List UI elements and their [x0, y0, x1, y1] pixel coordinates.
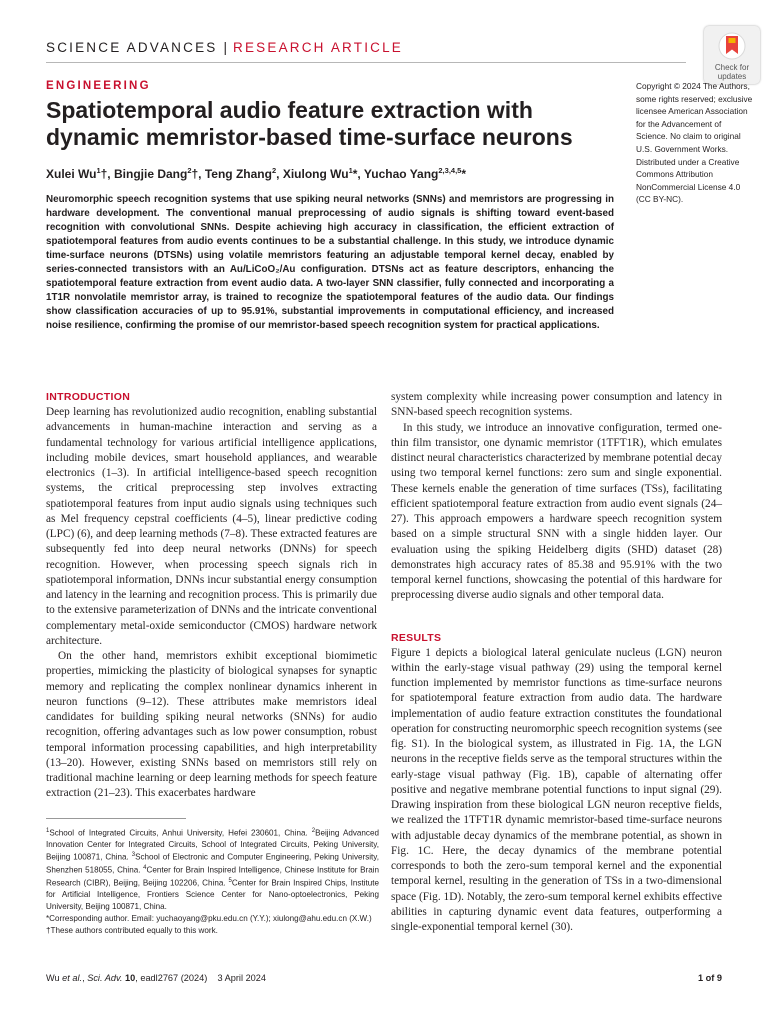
author-affiliation: 1	[96, 166, 101, 175]
footer-volume: 10	[125, 973, 136, 983]
header-divider	[46, 62, 686, 63]
affiliation-number: 5	[228, 878, 232, 885]
citation-footer: Wu et al., Sci. Adv. 10, eadl2767 (2024) 3 April 2024	[46, 973, 267, 983]
equal-contribution-note: †These authors contributed equally to this work.	[46, 926, 218, 936]
affiliation-text: Center for Brain Inspired Intelligence, Chinese Institute for Brain Research (CIBR), Beijing, Beijing 102206, China.	[46, 865, 379, 888]
affiliation-text: Beijing Advanced Innovation Center for Integrated Circuits, School of Integrated Circuits, Peking University, Beijing 100871, China.	[46, 828, 379, 862]
author-mark: †,	[100, 167, 111, 181]
bookmark-icon	[718, 32, 746, 60]
affiliation-number: 3	[131, 852, 136, 859]
affiliation-number: 1	[46, 828, 50, 834]
results-heading: RESULTS	[391, 631, 442, 644]
affiliation-number: 2	[311, 828, 316, 834]
author-mark: *,	[352, 167, 361, 181]
footer-etal: et al.	[62, 973, 83, 983]
author-mark: *	[461, 167, 466, 181]
article-title: Spatiotemporal audio feature extraction with dynamic memristor-based time-surface neurons	[46, 97, 573, 150]
abstract: Neuromorphic speech recognition systems that use spiking neural networks (SNNs) and memristors are progressing in hardware development. The conventional manual preprocessing of audio signals is shifting toward event-based recognition with convolutional SNNs. Despite achieving high accuracy in classification, the efficient extraction of spatiotemporal features from audio events continues to be a substantial challenge. In this study, we introduce dynamic time-surface neurons (DTSNs) using volatile memristors featuring an adjustable temporal kernel decay, enabled by series-connected transistors with an Au/LiCoO₂/Au configuration. DTSNs act as feature descriptors, enhancing the spatiotemporal feature extraction from event audio data. A two-layer SNN classifier, fully connected and incorporating a 1T1R nonvolatile memristor array, is trained to recognize the spatiotemporal features of the audio data. Our findings show classification accuracies of up to 95.91%, substantial improvements in computational efficiency, and increased noise resilience, confirming the promise of our memristor-based speech recognition system for practical applications.	[46, 194, 614, 331]
author-name: Bingjie Dang	[113, 167, 188, 181]
affiliation-text: Center for Brain Inspired Chips, Institute for Artificial Intelligence, Frontiers Science Center for Nano-optoelectronics, Peking University, Beijing 100871, China.	[46, 878, 379, 911]
footer-article-id: , eadl2767 (2024)	[135, 973, 208, 983]
intro-paragraph-4: In this study, we introduce an innovative configuration, termed one-thin film transistor, one dynamic memristor (1TFT1R), which emulates distinct neural characteristics characterized by membrane potential decay using two temporal kernel functions: zero sum and single exponential. These kernels enable the generation of time surfaces (TSs), facilitating efficient spatiotemporal feature extraction from audio event signals (24–27). This approach empowers a hardware speech recognition system based on a simple structural SNN with a single hidden layer. Our evaluation using the spiking Heidelberg digits (SHD) dataset (28) demonstrates high accuracy rates of 85.38 and 95.91% with the two temporal kernel functions, showcasing the potential of this hardware for preprocessing diverse audio signals and other temporal data.	[391, 421, 722, 602]
footnote-divider	[46, 818, 186, 819]
page-number: 1 of 9	[698, 973, 722, 983]
section-label: ENGINEERING	[46, 80, 151, 92]
author-affiliation: 2	[271, 166, 277, 175]
author-mark: †,	[191, 167, 202, 181]
author-name: Xiulong Wu	[282, 167, 349, 181]
article-type: RESEARCH ARTICLE	[233, 40, 404, 55]
intro-paragraph-2: On the other hand, memristors exhibit exceptional biomimetic properties, mimicking the plasticity of biological synapses for synaptic memory and replicating the complex nonlinear dynamics inherent in neuron functions (9–12). These attributes make memristors ideal candidates for building spiking neural networks (SNNs) for audio recognition, offering advantages such as low power consumption, robust temporal information processing capabilities, and high interpretability (13–20). However, existing SNNs based on memristors still rely on traditional machine learning or deep learning methods for speech feature extraction (21–23). This exacerbates hardware	[46, 650, 377, 800]
affiliations	[46, 826, 379, 912]
check-for-updates-label: Check for updates	[714, 63, 750, 81]
author-name: Teng Zhang	[204, 167, 272, 181]
author-name: Yuchao Yang	[363, 167, 439, 181]
footnotes	[46, 826, 379, 937]
affiliation-text: School of Integrated Circuits, Anhui University, Hefei 230601, China.	[49, 828, 312, 838]
author-name: Xulei Wu	[46, 167, 97, 181]
left-column	[46, 390, 377, 802]
footer-authors: Wu	[46, 973, 63, 983]
footer-journal: Sci. Adv.	[87, 973, 123, 983]
affiliation-number: 4	[143, 865, 147, 872]
author-list	[46, 163, 606, 182]
copyright-notice: Copyright © 2024 The Authors, some rights reserved; exclusive licensee American Association for the Advancement of Science. No claim to original U.S. Government Works. Distributed under a Creative Commons Attribution NonCommercial License 4.0 (CC BY-NC).	[636, 81, 753, 205]
intro-paragraph-3: system complexity while increasing power consumption and latency in SNN-based speech recognition systems.	[391, 391, 722, 419]
intro-paragraph-1: Deep learning has revolutionized audio recognition, enabling substantial advancements in human-machine interaction and serving as a fundamental technology for various artificial intelligence applications, including mobile devices, smart household appliances, and wearable electronics (1–3). In artificial intelligence-based speech recognition systems, the critical preprocessing step involves extracting spatiotemporal features from input audio signals using techniques such as Mel frequency cepstral coefficients (4–5), linear predictive coding (LPC) (6), and deep learning methods (7–8). These extracted features are subsequently fed into deep neural networks (DNNs) for speech recognition. However, when processing speech signals rich in spatiotemporal information, DNNs incur substantial energy consumption and latency in the learning and recognition process. This is primarily due to the extensive parameterization of DNNs and the intricate conventional complementary metal-oxide semiconductor (CMOS) hardware network architecture.	[46, 406, 377, 647]
header-separator: |	[223, 40, 228, 55]
check-for-updates-button[interactable]	[704, 26, 760, 84]
footer-date: 3 April 2024	[217, 973, 267, 983]
journal-header	[46, 40, 403, 55]
author-affiliation: 1	[348, 166, 353, 175]
journal-name: SCIENCE ADVANCES	[46, 40, 218, 55]
affiliation-text: School of Electronic and Computer Engineering, Peking University, Shenzhen 518055, China.	[46, 852, 379, 875]
author-affiliation: 2	[187, 166, 192, 175]
author-mark: ,	[276, 167, 280, 181]
author-affiliation: 2,3,4,5	[438, 166, 462, 175]
introduction-heading: INTRODUCTION	[46, 391, 131, 403]
right-column	[391, 390, 722, 935]
results-paragraph-1: Figure 1 depicts a biological lateral geniculate nucleus (LGN) neuron within the early-stage visual pathway (29) using the temporal kernel function implemented by memristor functions as time-surface neurons for spatiotemporal feature extraction from audio data. The hardware implementation of audio feature extraction constitutes the foundational operation for constructing neuromorphic speech recognition systems (see fig. S1). In the biological system, as illustrated in Fig. 1A, the LGN neurons in the receptive fields serve as the temporal structures within the early-stage visual pathway (Fig. 1B), capable of alternating offer positive and negative membrane potential functions to input signal (29). Drawing inspiration from these biological LGN neuron receptive fields, we realized the 1TFT1R dynamic memristor-based time-surface neurons with adjustable decay dynamics of the membrane potential, as shown in Fig. 1C. Here, the decay dynamics of the membrane potential corresponds to both the zero-sum temporal kernel and the exponential temporal kernel, resulting in the generation of TSs in a two-dimensional space (Fig. 1D). Notably, the zero-sum temporal kernel exhibits effective abilities in capturing dynamic event data features, outperforming a single-exponential temporal kernel (30).	[391, 646, 722, 933]
corresponding-author: *Corresponding author. Email: yuchaoyang@pku.edu.cn (Y.Y.); xiulong@ahu.edu.cn (X.W.)	[46, 913, 372, 923]
